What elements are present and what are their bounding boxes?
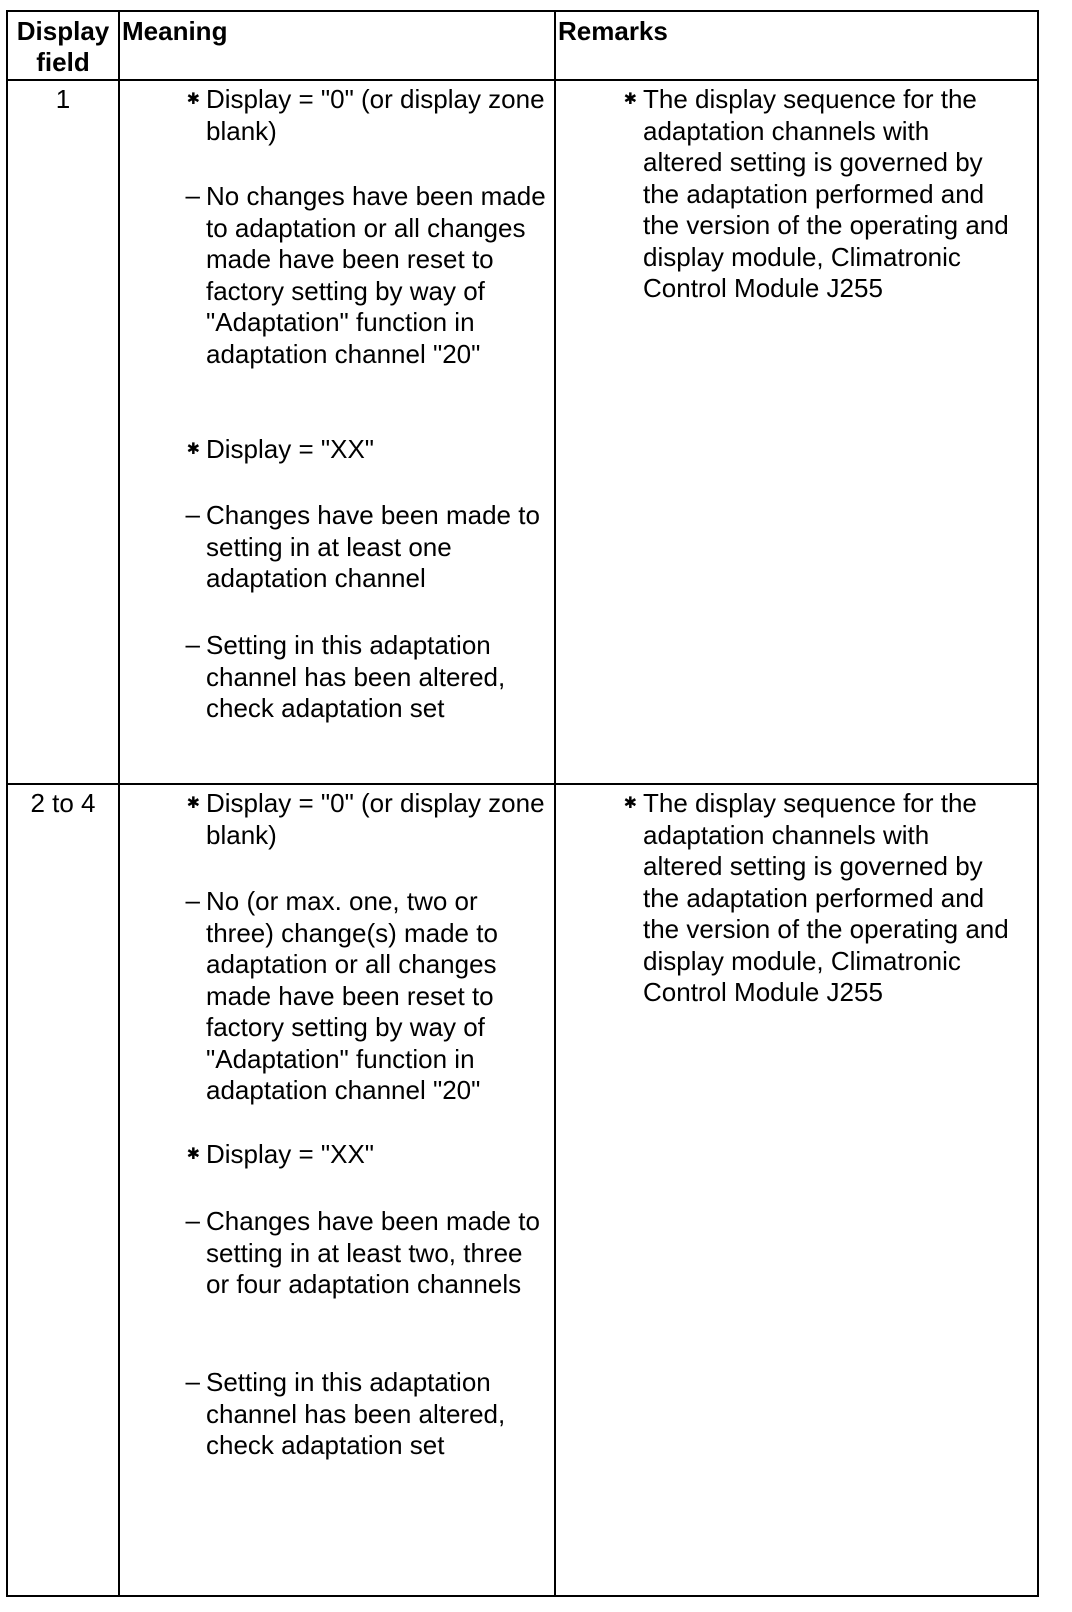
meaning-text: No (or max. one, two or three) change(s) made to adaptation or all changes made have been reset to factory setting by way of "Adaptation" function in adaptation channel "20" (206, 886, 498, 1105)
row-2-meaning-item-4 (185, 1205, 546, 1301)
row-divider (8, 783, 1037, 785)
row-2-meaning-item-3 (186, 1139, 546, 1171)
row-1-remarks (623, 84, 1015, 305)
row-1-meaning-item-5 (185, 629, 546, 725)
asterisk-bullet-icon: ✱ (186, 1146, 200, 1163)
row-1-meaning-item-1 (186, 84, 546, 147)
dash-bullet-icon: – (185, 180, 200, 210)
meaning-text: Display = "0" (or display zone blank) (206, 788, 545, 850)
meaning-text: Setting in this adaptation channel has been altered, check adaptation set (206, 1367, 506, 1460)
row-2-meaning-item-2 (185, 885, 546, 1107)
row-2-meaning-item-5 (185, 1366, 546, 1462)
column-divider (118, 12, 120, 1595)
asterisk-bullet-icon: ✱ (186, 91, 200, 108)
dash-bullet-icon: – (185, 1366, 200, 1396)
header-remarks: Remarks (558, 16, 668, 46)
row-1-meaning-item-3 (186, 434, 546, 466)
meaning-text: Changes have been made to setting in at least two, three or four adaptation channels (206, 1206, 540, 1299)
column-divider (554, 12, 556, 1595)
header-display-field (8, 16, 118, 78)
meaning-text: Display = "0" (or display zone blank) (206, 84, 545, 146)
asterisk-bullet-icon: ✱ (623, 91, 637, 108)
row-2-meaning-item-1 (186, 788, 546, 851)
meaning-text: Display = "XX" (206, 434, 375, 464)
dash-bullet-icon: – (185, 629, 200, 659)
meaning-text: Setting in this adaptation channel has been altered, check adaptation set (206, 630, 506, 723)
meaning-text: No changes have been made to adaptation or all changes made have been reset to factory setting by way of "Adaptation" function in adaptation channel "20" (206, 181, 546, 369)
row-1-meaning-item-2 (185, 180, 546, 370)
header-row-divider (8, 79, 1037, 81)
row-1-field: 1 (55, 84, 71, 114)
dash-bullet-icon: – (185, 1205, 200, 1235)
row-2-field: 2 to 4 (30, 788, 96, 818)
asterisk-bullet-icon: ✱ (186, 795, 200, 812)
asterisk-bullet-icon: ✱ (186, 441, 200, 458)
meaning-text: Changes have been made to setting in at least one adaptation channel (206, 500, 540, 593)
asterisk-bullet-icon: ✱ (623, 795, 637, 812)
remarks-text: The display sequence for the adaptation channels with altered setting is governed by the adaptation performed and the version of the operating and display module, Climatronic Control Module J255 (643, 788, 1009, 1007)
meaning-text: Display = "XX" (206, 1139, 375, 1169)
header-display-field-label: Display field (16, 16, 110, 77)
dash-bullet-icon: – (185, 885, 200, 915)
row-2-remarks (623, 788, 1015, 1009)
dash-bullet-icon: – (185, 499, 200, 529)
remarks-text: The display sequence for the adaptation channels with altered setting is governed by the adaptation performed and the version of the operating and display module, Climatronic Control Module J255 (643, 84, 1009, 303)
display-field-table (6, 10, 1039, 1597)
row-1-meaning-item-4 (185, 499, 546, 595)
header-meaning: Meaning (122, 16, 228, 46)
